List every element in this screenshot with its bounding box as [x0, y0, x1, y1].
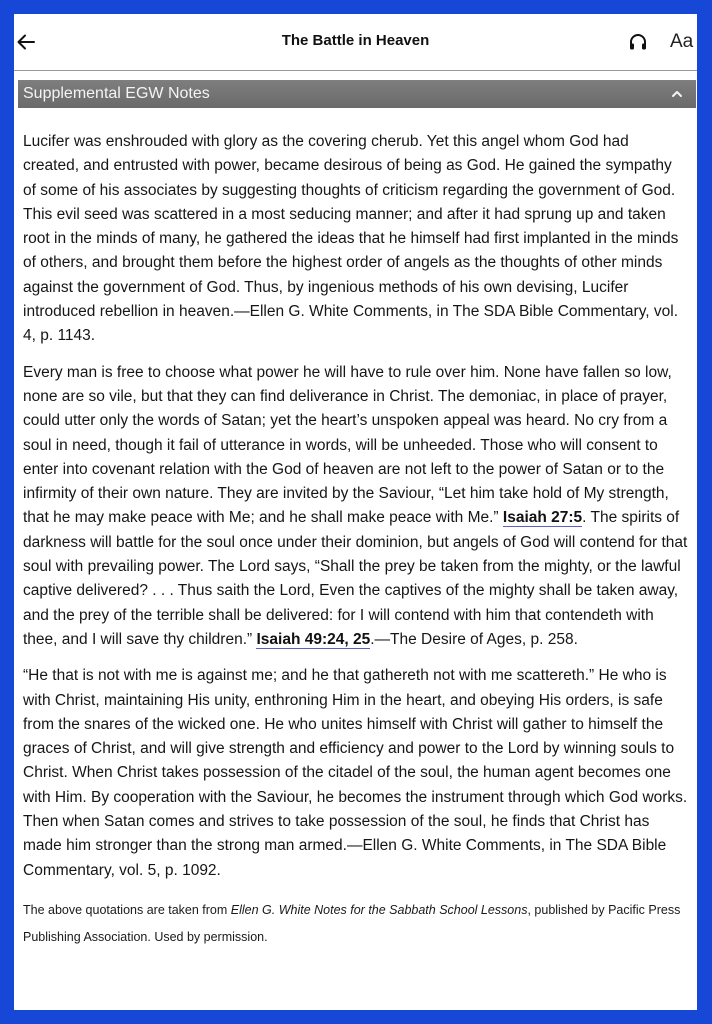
footnote-book-title: Ellen G. White Notes for the Sabbath School Lessons — [230, 902, 528, 917]
footnote-prefix: The above quotations are taken from — [23, 902, 231, 917]
audio-button[interactable] — [627, 31, 649, 53]
section-title: Supplemental EGW Notes — [23, 85, 210, 102]
page-title: The Battle in Heaven — [281, 32, 430, 49]
scripture-link-isaiah-49-24-25[interactable]: Isaiah 49:24, 25 — [256, 630, 371, 648]
copyright-footnote — [23, 897, 689, 951]
paragraph-1: Lucifer was enshrouded with glory as the covering cherub. Yet this angel whom God had created, and entrusted with power, became desirous of being as God. He gained the sympathy of some of his associates by suggesting thoughts of criticism regarding the government of God. This evil seed was scattered in a most seducing manner; and after it had sprung up and taken root in the minds of many, he gathered the ideas that he himself had first implanted in the minds of others, and brought them before the highest order of angels as the thoughts of other minds against the government of God. Thus, by ingenious methods of his own devising, Lucifer introduced rebellion in heaven.—Ellen G. White Comments, in The SDA Bible Commentary, vol. 4, p. 1143. — [23, 133, 679, 345]
paragraph-2-text-c: .—The Desire of Ages, p. 258. — [370, 630, 578, 648]
section-header-egw-notes[interactable] — [18, 80, 696, 108]
paragraph-2-text-a: Every man is free to choose what power he will have to rule over him. None have fallen so low, none are so vile, but that they can find deliverance in Christ. The demoniac, in place of prayer, could utter only the words of Satan; yet the heart’s unspoken appeal was heard. No cry from a soul in need, though it fail of utterance in words, will be unheeded. Those who will consent to enter into covenant relation with the God of heaven are not left to the power of Satan or to the infirmity of their own nature. They are invited by the Saviour, “Let him take hold of My strength, that he may make peace with Me; and he shall make peace with Me.” — [23, 363, 672, 527]
top-bar — [14, 14, 697, 71]
reader-page — [14, 14, 697, 1010]
text-size-button[interactable]: Aa — [670, 31, 694, 52]
footnote-suffix: , published by Pacific Press Publishing Association. Used by permission. — [23, 902, 681, 944]
paragraph-3: “He that is not with me is against me; and he that gathereth not with me scattereth.” He who is with Christ, maintaining His unity, enthroning Him in the heart, and obeying His orders, is safe from the snares of the wicked one. He who unites himself with Christ will gather to himself the graces of Christ, and will give strength and efficiency and power to the Lord by winning souls to Christ. When Christ takes possession of the citadel of the soul, the human agent becomes one with Him. By cooperation with the Saviour, he becomes the instrument through which God works. Then when Satan comes and strives to take possession of the soul, he finds that Christ has made him stronger than the strong man armed.—Ellen G. White Comments, in The SDA Bible Commentary, vol. 5, p. 1092. — [23, 667, 688, 879]
chevron-up-icon[interactable] — [670, 87, 684, 101]
arrow-left-icon — [17, 34, 35, 50]
paragraph-2 — [23, 361, 689, 653]
back-button[interactable] — [14, 26, 38, 58]
notes-content — [23, 130, 689, 951]
scripture-link-isaiah-27-5[interactable]: Isaiah 27:5 — [502, 509, 583, 527]
paragraph-2-text-b: . The spirits of darkness will battle for the soul once under their dominion, but angels of God will contend for that soul with prevailing power. The Lord says, “Shall the prey be taken from the mighty, or the lawful captive delivered? . . . Thus saith the Lord, Even the captives of the mighty shall be taken away, and the prey of the terrible shall be delivered: for I will contend with him that contendeth with thee, and I will save thy children.” — [23, 509, 688, 648]
headphones-icon — [628, 33, 648, 51]
